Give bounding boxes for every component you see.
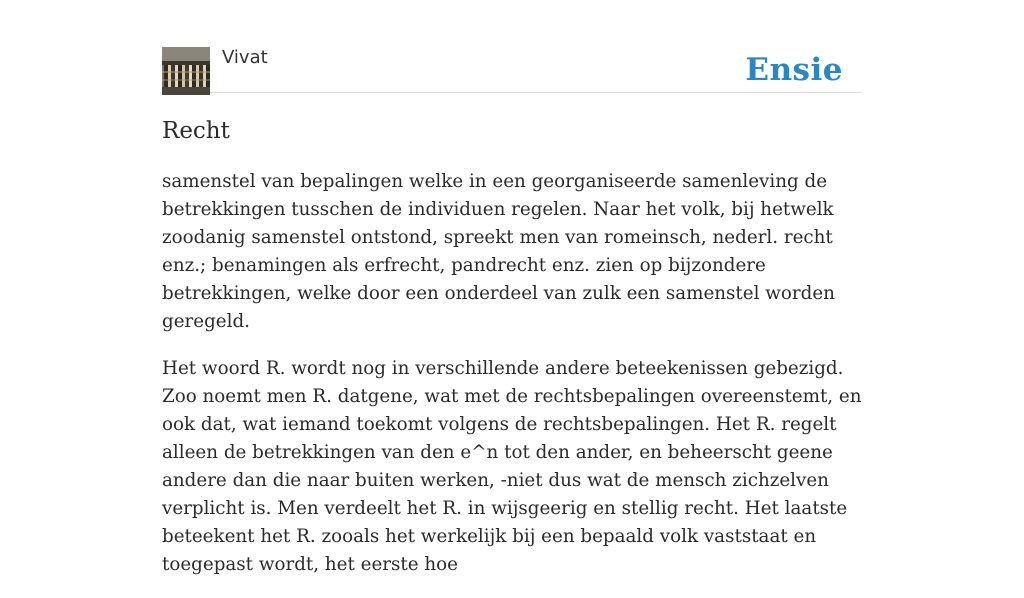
page-title: Recht [162,118,230,144]
source-avatar[interactable] [162,47,210,95]
bookshelf-avatar-image [162,47,210,95]
article-body [162,168,862,598]
paragraph: Het woord R. wordt nog in verschillende andere beteekenissen gebezigd. Zoo noemt men R. datgene, wat met de rechtsbepalingen overeenstemt, en ook dat, wat iemand toekomt volgens de rechtsbepalingen. Het R. regelt alleen de betrekkingen van den e^n tot den ander, en beheerscht geene andere dan die naar buiten werken, -niet dus wat de mensch zichzelven verplicht is. Men verdeelt het R. in wijsgeerig en stellig recht. Het laatste beteekent het R. zooals het werkelijk bij een bepaald volk vaststaat en toegepast wordt, het eerste hoe [162,358,862,575]
paragraph: samenstel van bepalingen welke in een georganiseerde samenleving de betrekkingen tusschen de individuen regelen. Naar het volk, bij hetwelk zoodanig samenstel ontstond, spreekt men van romeinsch, nederl. recht enz.; benamingen als erfrecht, pandrecht enz. zien op bijzondere betrekkingen, welke door een onderdeel van zulk een samenstel worden geregeld. [162,171,835,332]
header [162,46,862,93]
article-page [162,0,862,575]
source-name[interactable]: Vivat [222,47,268,68]
brand-logo[interactable]: Ensie [745,52,843,88]
